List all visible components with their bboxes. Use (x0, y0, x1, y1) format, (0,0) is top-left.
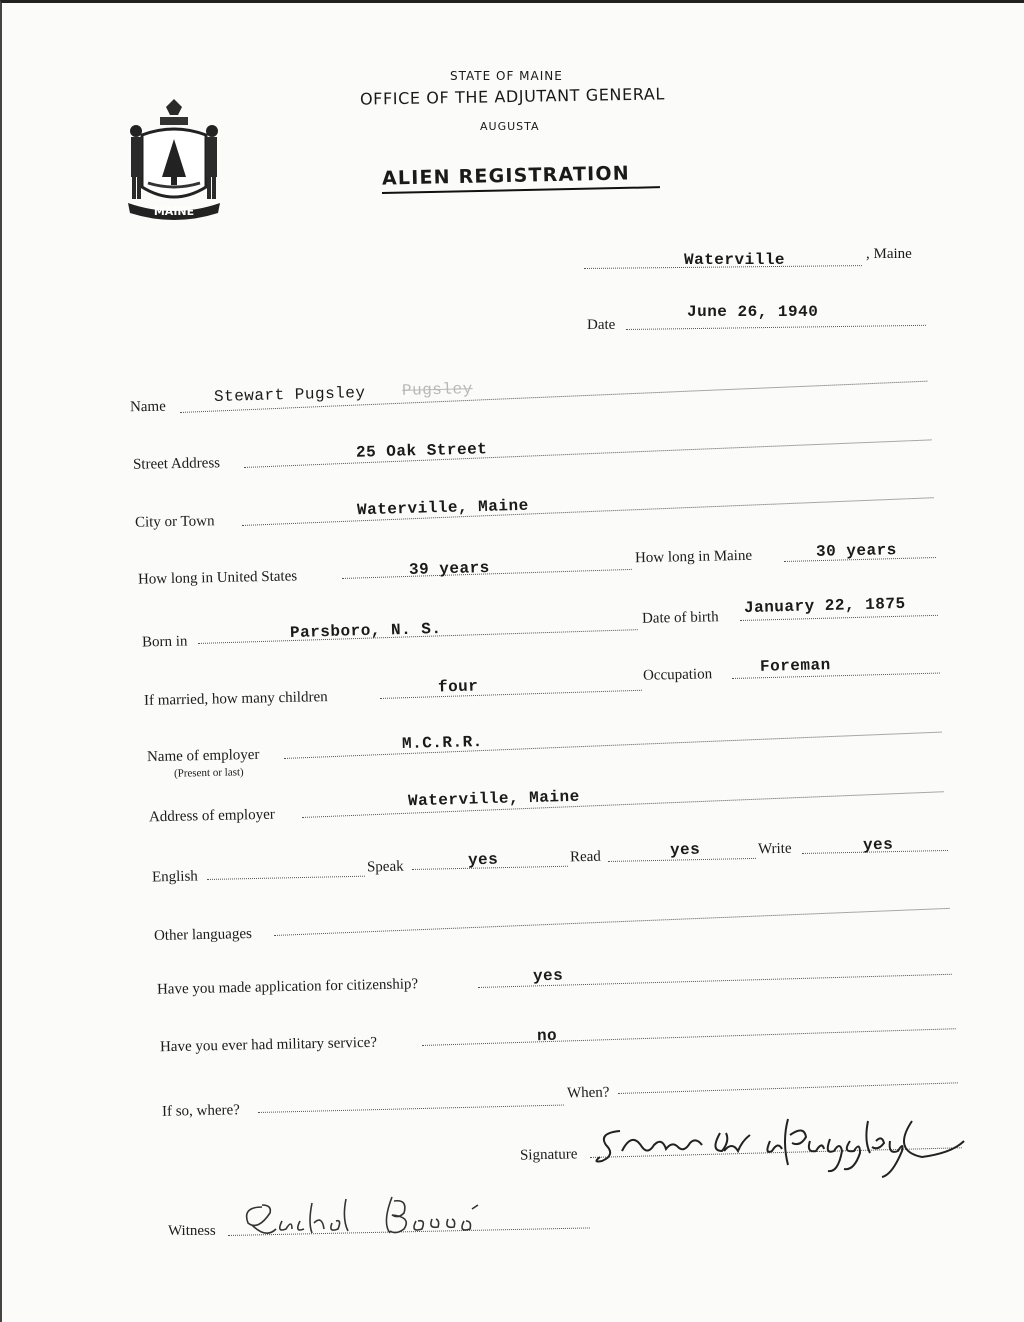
form-title: ALIEN REGISTRATION (381, 162, 631, 190)
employer-address-label: Address of employer (148, 806, 275, 826)
signature-image (592, 1111, 972, 1181)
born-value: Parsboro, N. S. (289, 620, 442, 642)
other-languages-label: Other languages (153, 925, 253, 945)
street-value: 25 Oak Street (355, 440, 488, 462)
us-years-value: 39 years (408, 558, 491, 580)
state-heading: STATE OF MAINE (450, 69, 563, 83)
place-suffix: , Maine (866, 246, 912, 262)
maine-years-value: 30 years (815, 541, 897, 561)
dob-label: Date of birth (641, 609, 719, 627)
read-value: yes (669, 840, 701, 860)
write-value: yes (862, 835, 894, 855)
place-value: Waterville (684, 251, 786, 269)
children-value: four (437, 677, 479, 697)
employer-value: M.C.R.R. (401, 732, 484, 754)
born-label: Born in (141, 633, 188, 651)
signature-label: Signature (519, 1146, 578, 1164)
city-heading: AUGUSTA (480, 120, 540, 133)
state-seal-icon (120, 95, 228, 225)
street-line (244, 439, 931, 468)
maine-years-label: How long in Maine (634, 547, 753, 567)
military-line (422, 1028, 956, 1046)
office-heading: OFFICE OF THE ADJUTANT GENERAL (359, 84, 666, 109)
name-struck-value: Pugsley (401, 380, 473, 400)
occupation-label: Occupation (642, 666, 713, 684)
witness-label: Witness (168, 1223, 216, 1239)
where-line (258, 1105, 564, 1113)
employer-label: Name of employer (146, 746, 260, 766)
english-label: English (151, 868, 198, 886)
occupation-value: Foreman (759, 656, 831, 676)
city-label: City or Town (134, 513, 215, 531)
employer-address-value: Waterville, Maine (407, 787, 580, 811)
read-label: Read (569, 848, 601, 866)
street-label: Street Address (132, 455, 221, 473)
citizenship-value: yes (532, 966, 564, 986)
where-label: If so, where? (161, 1102, 241, 1120)
speak-value: yes (467, 850, 499, 870)
employer-line (284, 732, 942, 759)
english-line (207, 876, 365, 880)
citizenship-label: Have you made application for citizenship? (156, 976, 419, 998)
name-label: Name (129, 398, 166, 416)
other-languages-line (274, 908, 949, 936)
us-years-label: How long in United States (137, 568, 298, 588)
date-label: Date (587, 317, 616, 333)
military-value: no (536, 1026, 558, 1046)
city-value: Waterville, Maine (356, 496, 529, 520)
write-label: Write (757, 840, 792, 858)
when-label: When? (566, 1084, 610, 1102)
svg-text:MAINE: MAINE (153, 205, 195, 218)
city-line (242, 497, 933, 526)
employer-sublabel: (Present or last) (173, 766, 244, 780)
speak-label: Speak (366, 858, 404, 876)
children-line (380, 690, 642, 699)
military-label: Have you ever had military service? (159, 1034, 378, 1056)
name-value: Stewart Pugsley (213, 384, 366, 406)
dob-value: January 22, 1875 (743, 594, 906, 618)
date-line (626, 325, 926, 330)
date-value: June 26, 1940 (687, 303, 819, 321)
when-line (618, 1082, 958, 1094)
children-label: If married, how many children (143, 689, 328, 709)
witness-signature-image (232, 1183, 532, 1249)
employer-address-line (302, 791, 944, 818)
